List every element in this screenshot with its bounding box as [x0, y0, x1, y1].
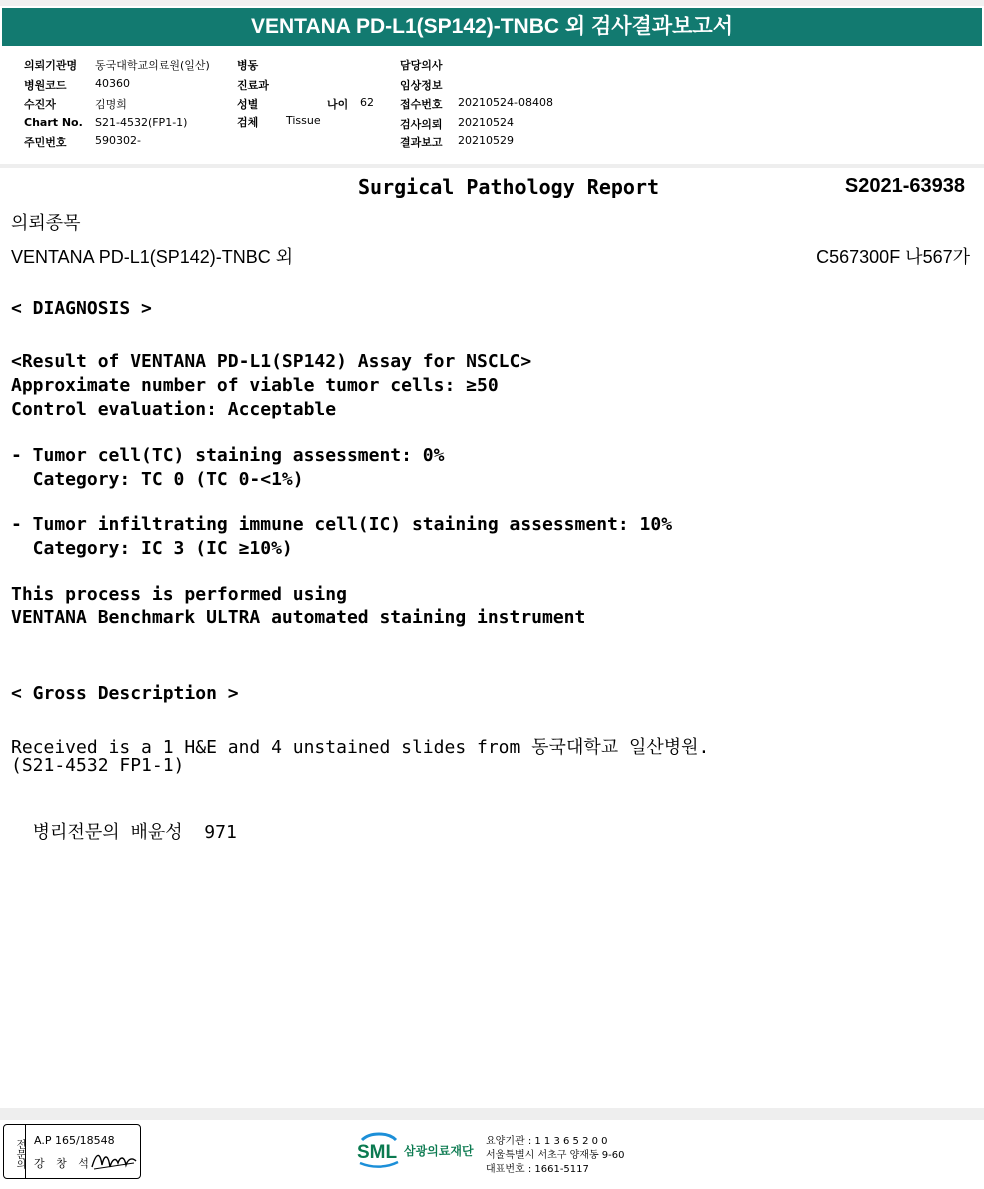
request-item-label: 의뢰종목: [11, 213, 81, 234]
age-label: 나이: [327, 98, 349, 111]
report-title-bar: VENTANA PD-L1(SP142)-TNBC 외 검사결과보고서: [2, 8, 982, 46]
dept-label: 진료과: [237, 79, 269, 92]
doctor-label: 담당의사: [400, 59, 443, 72]
ic-category: Category: IC 3 (IC ≥10%): [11, 538, 293, 559]
sex-label: 성별: [237, 98, 259, 111]
viable-cells: Approximate number of viable tumor cells: ≥50: [11, 375, 499, 396]
clinical-label: 임상정보: [400, 79, 443, 92]
id-value: 590302-: [95, 134, 141, 147]
hospital-code-label: 병원코드: [24, 79, 67, 92]
request-value: 20210524: [458, 116, 514, 129]
specimen-value: Tissue: [286, 114, 321, 127]
request-code: C567300F 나567가: [816, 247, 970, 267]
foundation-name: 삼광의료재단: [404, 1144, 474, 1158]
specimen-label: 검체: [237, 116, 259, 129]
gross-line-2: (S21-4532 FP1-1): [11, 755, 185, 776]
receipt-value: 20210524-08408: [458, 96, 553, 109]
top-border: [0, 0, 984, 6]
diagnosis-heading: < DIAGNOSIS >: [11, 298, 152, 319]
tc-assessment: - Tumor cell(TC) staining assessment: 0%: [11, 445, 445, 466]
tc-category: Category: TC 0 (TC 0-<1%): [11, 469, 304, 490]
institution-value: 동국대학교의료원(일산): [95, 59, 210, 72]
logo-text: SML: [357, 1142, 398, 1163]
pathologist-stamp: [3, 1124, 141, 1179]
gross-heading: < Gross Description >: [11, 683, 239, 704]
receipt-label: 접수번호: [400, 98, 443, 111]
institution-label: 의뢰기관명: [24, 59, 78, 72]
request-item: VENTANA PD-L1(SP142)-TNBC 외: [11, 247, 294, 267]
chart-label: Chart No.: [24, 116, 83, 129]
header-divider: [0, 164, 984, 168]
chart-value: S21-4532(FP1-1): [95, 116, 188, 129]
footer-divider: [0, 1108, 984, 1120]
ward-label: 병동: [237, 59, 259, 72]
signature-icon: [90, 1147, 138, 1173]
institution-code: 요양기관 : 1 1 3 6 5 2 0 0: [486, 1136, 608, 1147]
report-number: S2021-63938: [844, 175, 965, 197]
hospital-code-value: 40360: [95, 77, 130, 90]
id-label: 주민번호: [24, 136, 67, 149]
phone: 대표번호 : 1661-5117: [486, 1164, 589, 1175]
report-date-label: 결과보고: [400, 136, 443, 149]
patient-value: 김명희: [95, 98, 127, 111]
gross-line-1: Received is a 1 H&E and 4 unstained slides from 동국대학교 일산병원.: [11, 737, 710, 758]
patient-label: 수진자: [24, 98, 56, 111]
process-line-2: VENTANA Benchmark ULTRA automated staining instrument: [11, 607, 586, 628]
process-line-1: This process is performed using: [11, 584, 347, 605]
result-heading: <Result of VENTANA PD-L1(SP142) Assay for NSCLC>: [11, 351, 532, 372]
stamp-side-label: 전문의: [4, 1125, 26, 1178]
age-value: 62: [360, 96, 374, 109]
stamp-name: 강 창 석: [34, 1157, 93, 1170]
stamp-license: A.P 165/18548: [34, 1134, 115, 1147]
address: 서울특별시 서초구 양재동 9-60: [486, 1150, 625, 1161]
ic-assessment: - Tumor infiltrating immune cell(IC) staining assessment: 10%: [11, 514, 673, 535]
report-date-value: 20210529: [458, 134, 514, 147]
pathologist-line: 병리전문의 배윤성 971: [11, 822, 237, 843]
request-label: 검사의뢰: [400, 118, 443, 131]
sml-logo-icon: [356, 1132, 402, 1172]
control-evaluation: Control evaluation: Acceptable: [11, 399, 337, 420]
report-heading: Surgical Pathology Report: [358, 175, 660, 199]
